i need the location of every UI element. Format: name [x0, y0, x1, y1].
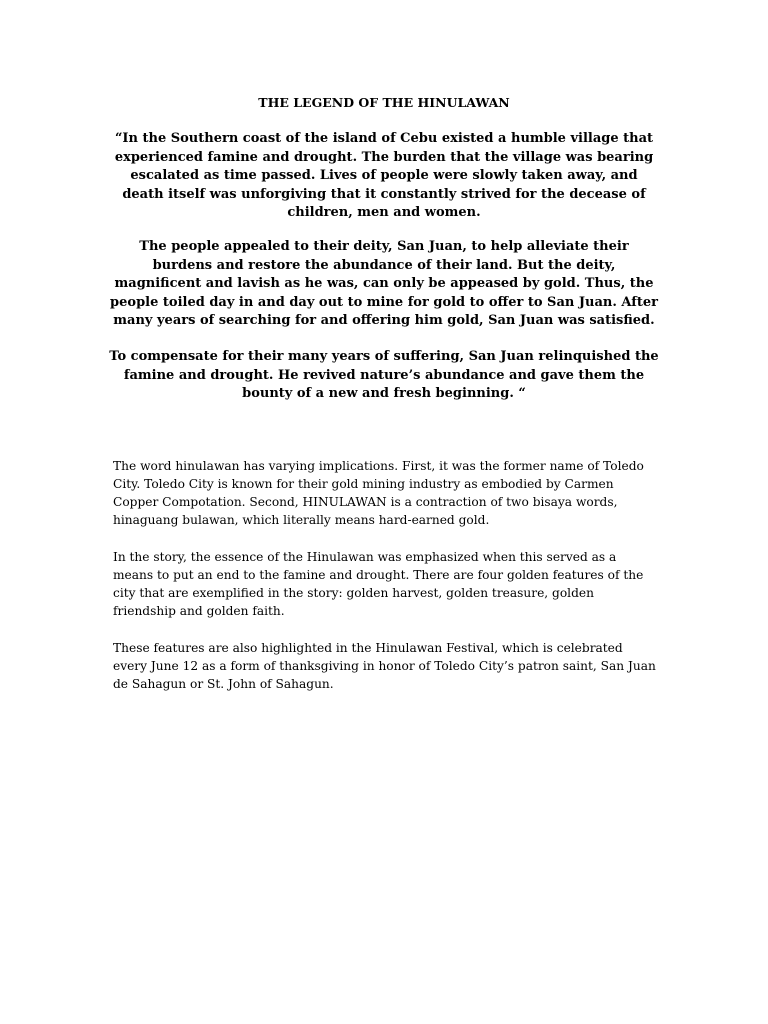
legend-paragraph-3: To compensate for their many years of suffering, San Juan relinquished the famine and drought. He revived nature’s abundance and gave them the bounty of a new and fresh beginning. “: [109, 349, 659, 401]
legend-paragraph-1: “In the Southern coast of the island of Cebu existed a humble village that experienced famine and drought. The burden that the village was bearing escalated as time passed. Lives of people were slowly taken away, and death itself was unforgiving that it constantly strived for the decease of children, men and women.: [114, 131, 654, 220]
body-paragraph-2: In the story, the essence of the Hinulawan was emphasized when this served as a means to put an end to the famine and drought. There are four golden features of the city that are exemplified in the story: golden harvest, golden treasure, golden friendship and golden faith.: [113, 550, 644, 618]
legend-paragraph-2: The people appealed to their deity, San Juan, to help alleviate their burdens and restore the abundance of their land. But the deity, magnificent and lavish as he was, can only be appeased by gold. Thus, the people toiled day in and day out to mine for gold to offer to San Juan. After many years of searching for and offering him gold, San Juan was satisfied.: [110, 239, 658, 328]
body-paragraph-1: The word hinulawan has varying implications. First, it was the former name of Toledo City. Toledo City is known for their gold mining industry as embodied by Carmen Copper Compotation. Second, HINULAWAN is a contraction of two bisaya words, hinaguang bulawan, which literally means hard-earned gold.: [113, 459, 644, 527]
document-title: THE LEGEND OF THE HINULAWAN: [258, 95, 510, 110]
body-paragraph-3: These features are also highlighted in the Hinulawan Festival, which is celebrated every June 12 as a form of thanksgiving in honor of Toledo City’s patron saint, San Juan de Sahagun or St. John of Sahagun.: [113, 641, 656, 691]
